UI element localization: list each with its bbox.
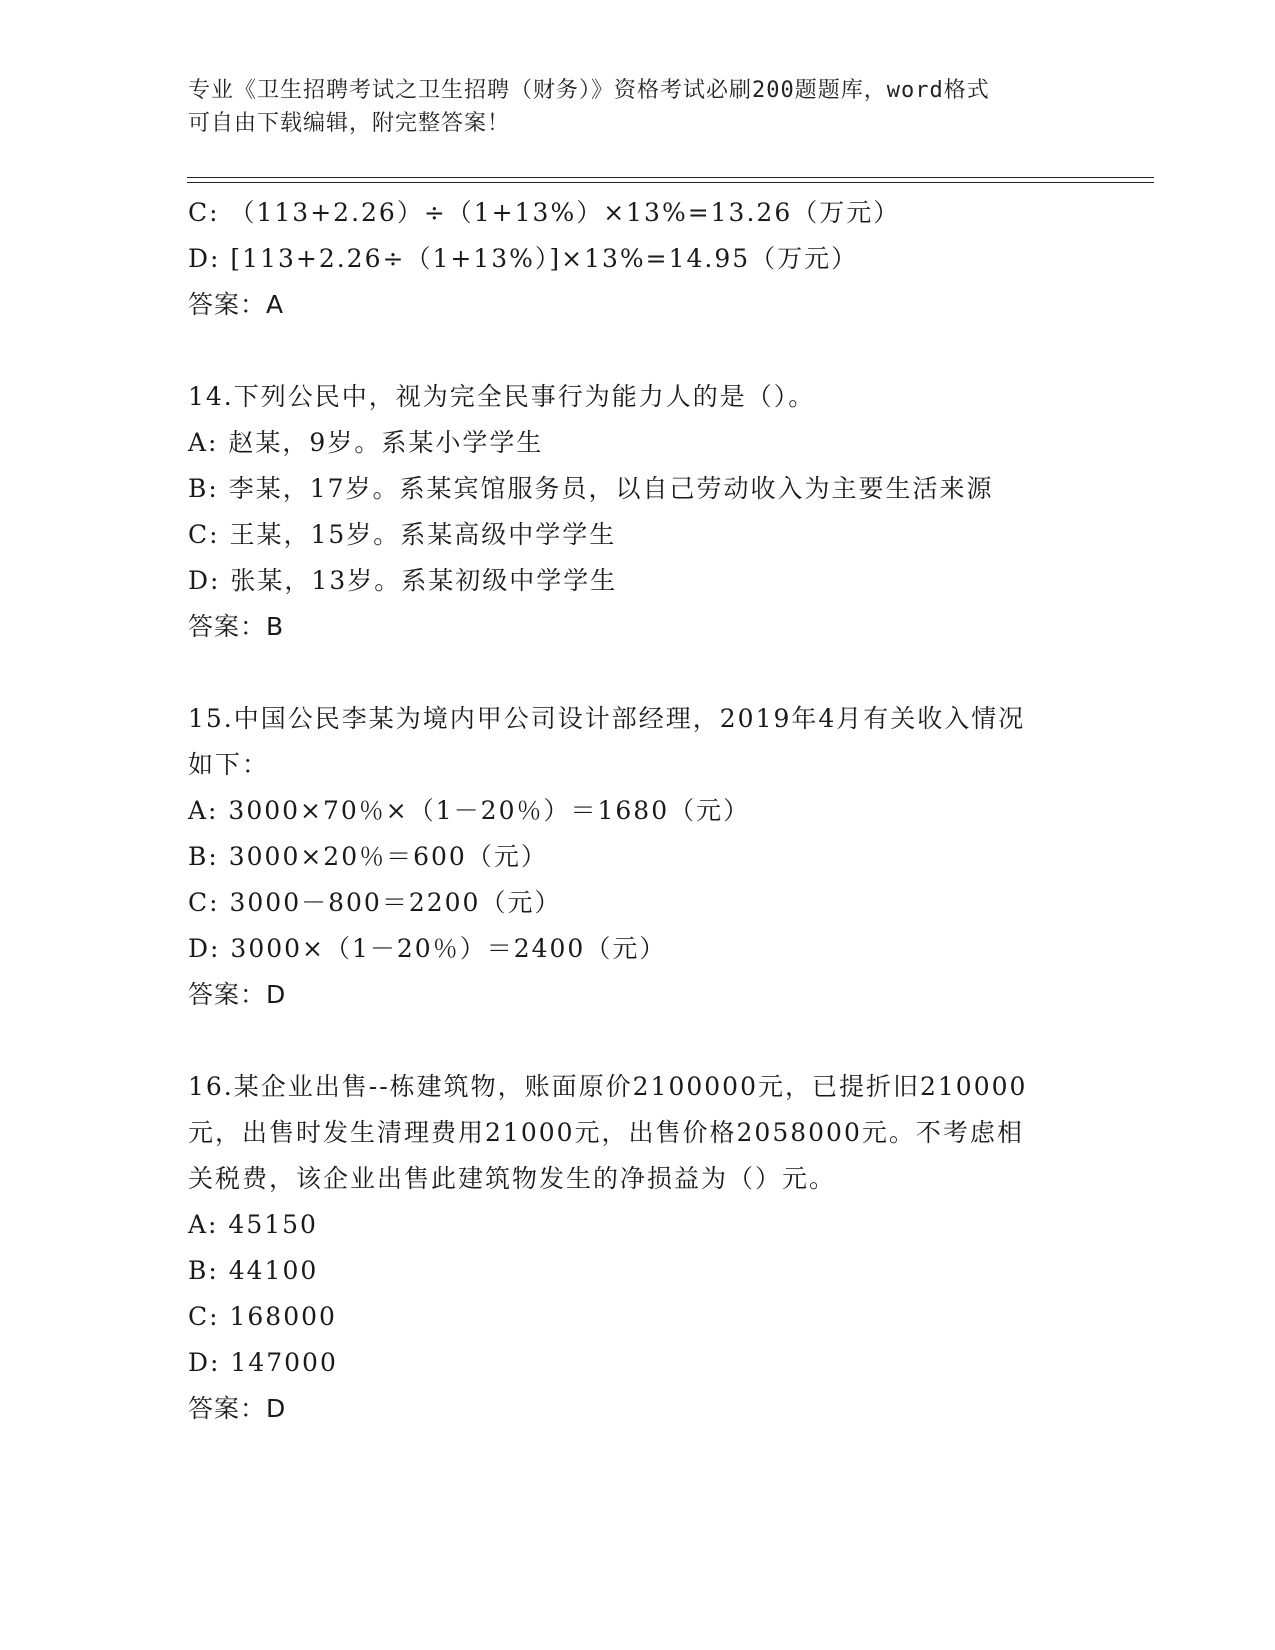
document-header xyxy=(188,74,1088,140)
option-c: C: 王某，15岁。系某高级中学学生 xyxy=(188,520,617,549)
spacer xyxy=(188,328,1088,374)
option-b: B: 44100 xyxy=(188,1256,319,1285)
option-a: A: 赵某，9岁。系某小学学生 xyxy=(188,428,544,457)
question-16 xyxy=(188,1064,1088,1432)
question-stem: 如下： xyxy=(188,750,270,779)
question-14 xyxy=(188,374,1088,650)
question-stem: 15.中国公民李某为境内甲公司设计部经理，2019年4月有关收入情况 xyxy=(188,704,1026,733)
answer-line: 答案：A xyxy=(188,290,285,319)
spacer xyxy=(188,1018,1088,1064)
header-divider xyxy=(187,177,1154,178)
question-stem: 关税费，该企业出售此建筑物发生的净损益为（）元。 xyxy=(188,1164,837,1193)
document-body xyxy=(188,190,1088,1432)
header-divider xyxy=(187,182,1154,183)
header-line: 专业《卫生招聘考试之卫生招聘（财务）》资格考试必刷200题题库，word格式 xyxy=(188,78,990,103)
question-stem: 16.某企业出售--栋建筑物，账面原价2100000元，已提折旧210000 xyxy=(188,1072,1028,1101)
header-line: 可自由下载编辑，附完整答案！ xyxy=(188,111,511,136)
answer-line: 答案：D xyxy=(188,980,287,1009)
option-d: D: 147000 xyxy=(188,1348,338,1377)
option-d: D: [113+2.26÷（1+13%）]×13%=14.95（万元） xyxy=(188,244,859,273)
answer-line: 答案：B xyxy=(188,612,285,641)
option-a: A: 45150 xyxy=(188,1210,318,1239)
option-c: C: （113+2.26）÷（1+13%）×13%=13.26（万元） xyxy=(188,198,901,227)
option-d: D: 张某，13岁。系某初级中学学生 xyxy=(188,566,618,595)
option-a: A: 3000×70％×（1－20％）＝1680（元） xyxy=(188,796,751,825)
option-c: C: 3000－800＝2200（元） xyxy=(188,888,562,917)
question-15 xyxy=(188,696,1088,1018)
option-c: C: 168000 xyxy=(188,1302,337,1331)
option-b: B: 李某，17岁。系某宾馆服务员，以自己劳动收入为主要生活来源 xyxy=(188,474,994,503)
answer-line: 答案：D xyxy=(188,1394,287,1423)
question-stem: 14.下列公民中，视为完全民事行为能力人的是（）。 xyxy=(188,382,816,411)
option-b: B: 3000×20％＝600（元） xyxy=(188,842,548,871)
question-13-tail xyxy=(188,190,1088,328)
question-stem: 元，出售时发生清理费用21000元，出售价格2058000元。不考虑相 xyxy=(188,1118,1024,1147)
option-d: D: 3000×（1－20％）＝2400（元） xyxy=(188,934,667,963)
spacer xyxy=(188,650,1088,696)
